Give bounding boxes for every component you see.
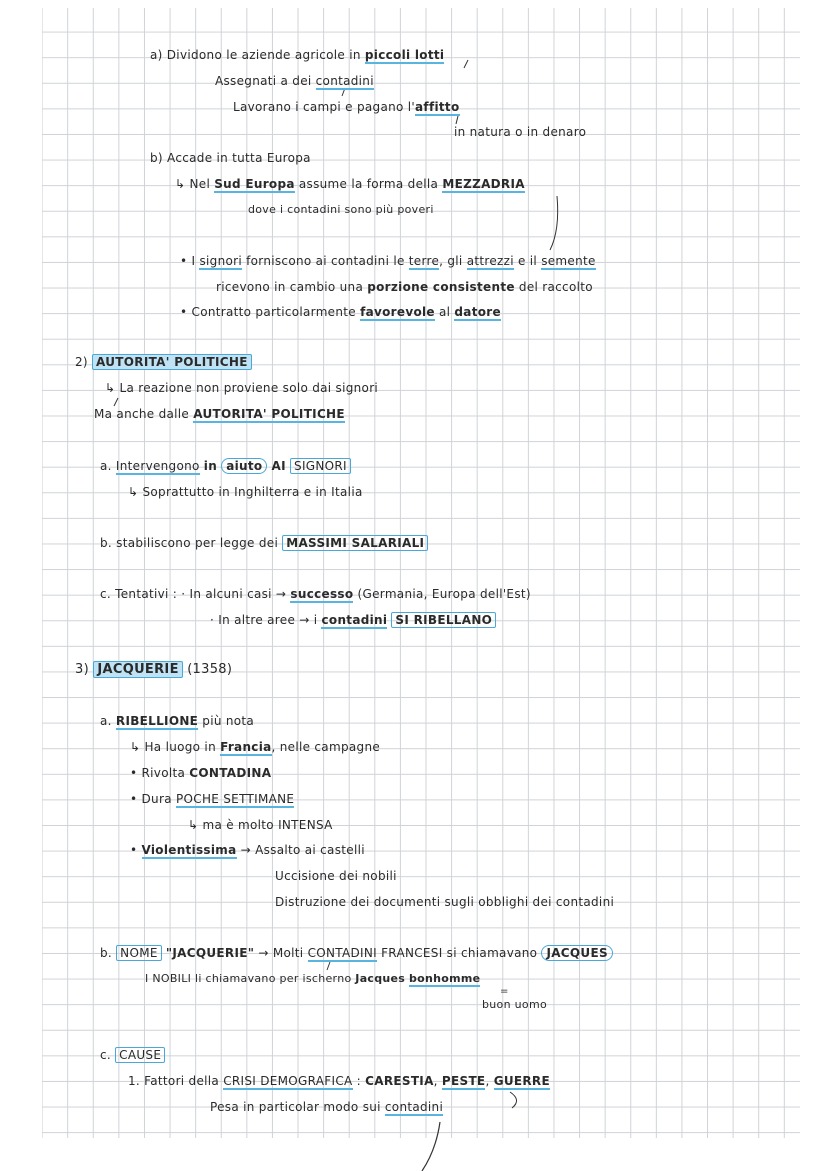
- s3-a-b3-b: → Assalto ai castelli: [240, 843, 365, 857]
- s1-b-sub1-a: Nel: [189, 177, 211, 191]
- s3-b-sub-c: bonhomme: [408, 972, 481, 985]
- s3-b-line: [100, 946, 613, 960]
- s2-l1: La reazione non proviene solo dai signori: [119, 381, 379, 395]
- s2-c1-a: · In alcuni casi →: [181, 587, 287, 601]
- s2-b-line: [100, 536, 428, 550]
- bullet-dot-icon: •: [180, 254, 188, 268]
- s1-bul1-f: attrezzi: [466, 254, 514, 268]
- top-margin: [0, 0, 828, 8]
- left-margin: [0, 0, 42, 1171]
- s3-c1-b: CRISI DEMOGRAFICA: [223, 1074, 353, 1088]
- s1-bul1-g: e il: [517, 254, 538, 268]
- s3-a-label: a.: [100, 714, 112, 728]
- s3-a-b1-b: CONTADINA: [189, 766, 272, 780]
- s3-a-b2-sub-text: ma è molto INTENSA: [202, 818, 333, 832]
- s2-c2-a: · In altre aree → i: [210, 613, 318, 627]
- s3-b-rest2: CONTADINI: [307, 946, 377, 960]
- s1-a-text: Dividono le aziende agricole in: [166, 48, 361, 62]
- s3-a-b2: [130, 792, 294, 806]
- s2-line2: [94, 407, 345, 421]
- s1-b-text: Accade in tutta Europa: [167, 151, 311, 165]
- s1-a-sub3: in natura o in denaro: [454, 125, 587, 139]
- s3-a-b2-sub: [188, 818, 333, 832]
- s2-a-in: in: [203, 459, 218, 473]
- s1-bul1-e: , gli: [439, 254, 463, 268]
- s3-a-b3: [130, 843, 365, 857]
- s1-a-line: [150, 48, 444, 62]
- s3-a-sub1-c: , nelle campagne: [271, 740, 381, 754]
- s3-c1-g: ,: [485, 1074, 490, 1088]
- corner-arrow-icon: ↳: [105, 381, 116, 395]
- s2-a-label: a.: [100, 459, 112, 473]
- s1-a-sub2-a: Lavorano i campi e pagano l': [233, 100, 416, 114]
- s2-l2-a: Ma anche dalle: [94, 407, 190, 421]
- s3-b-buon: buon uomo: [482, 998, 547, 1011]
- s3-a-sub1: [130, 740, 380, 754]
- s3-a-b3-c: Uccisione dei nobili: [275, 869, 397, 883]
- s2-c2-line: [210, 613, 496, 627]
- s3-a-b3-a: Violentissima: [141, 843, 237, 857]
- s2-a-text: Intervengono: [115, 459, 200, 473]
- s1-bul1-a: I: [191, 254, 196, 268]
- s3-a-b2-b: POCHE SETTIMANE: [175, 792, 295, 806]
- s1-bul1-b: signori: [199, 254, 243, 268]
- s3-c1-e: ,: [433, 1074, 438, 1088]
- corner-arrow-icon: ↳: [188, 818, 199, 832]
- s1-bul1-sub-c: del raccolto: [518, 280, 593, 294]
- s1-a-sub1-a: Assegnati a dei: [215, 74, 312, 88]
- s2-b-label: b.: [100, 536, 113, 550]
- arrow-contadini-fr: [327, 962, 330, 970]
- s1-bul1-h: semente: [541, 254, 596, 268]
- arrow-autorita: [114, 398, 118, 406]
- s2-c2-b: contadini: [321, 613, 388, 627]
- s2-heading: [75, 355, 252, 369]
- s1-a-sub2-b: affitto: [415, 100, 460, 114]
- s2-c-text: Tentativi :: [115, 587, 178, 601]
- s3-a-b1: [130, 766, 271, 780]
- s3-b-rest1: → Molti: [258, 946, 304, 960]
- s3-title: JACQUERIE: [93, 661, 182, 678]
- s2-a-sub-text: Soprattutto in Inghilterra e in Italia: [142, 485, 363, 499]
- s3-b-eq: =: [500, 986, 509, 997]
- arrow-mezzadria: [550, 196, 558, 250]
- s1-b-label: b): [150, 151, 163, 165]
- s3-b-sub-a: I NOBILI li chiamavano per ischerno: [145, 972, 352, 985]
- s1-b-sub1-b: Sud Europa: [214, 177, 295, 191]
- s1-bul2-d: datore: [454, 305, 501, 319]
- s3-c1-h: GUERRE: [493, 1074, 550, 1088]
- s1-b-sub1-d: MEZZADRIA: [442, 177, 525, 191]
- s1-a-sub2: [233, 100, 460, 114]
- s1-bul1-sub-b: porzione consistente: [367, 280, 515, 294]
- s1-bul1-sub-a: ricevono in cambio una: [216, 280, 364, 294]
- s3-a-rest: più nota: [202, 714, 255, 728]
- s2-a-ai: AI: [271, 459, 286, 473]
- s1-bul2-c: al: [438, 305, 451, 319]
- s2-l2-b: AUTORITA' POLITICHE: [193, 407, 345, 421]
- s3-b-sub-b: Jacques: [355, 972, 406, 985]
- s3-c-cause: CAUSE: [115, 1047, 165, 1063]
- s1-a-sub1: [215, 74, 374, 88]
- s2-c2-c: SI RIBELLANO: [391, 612, 496, 628]
- s3-num: 3): [75, 662, 89, 677]
- s1-b-sub1: [175, 177, 525, 191]
- s2-b-text: stabiliscono per legge dei: [116, 536, 279, 550]
- arrow-affitto: [456, 116, 458, 124]
- s2-line1: [105, 381, 378, 395]
- s2-b-box: MASSIMI SALARIALI: [282, 535, 428, 551]
- s2-a-aiuto: aiuto: [221, 458, 267, 474]
- s3-a-b1-a: Rivolta: [141, 766, 186, 780]
- corner-arrow-icon: ↳: [128, 485, 139, 499]
- s3-c1-d: CARESTIA: [365, 1074, 434, 1088]
- s3-c1-a: 1. Fattori della: [128, 1074, 220, 1088]
- s3-c1-sub-a: Pesa in particolar modo sui: [210, 1100, 381, 1114]
- s1-bullet2: [180, 305, 501, 319]
- s3-c-label: c.: [100, 1048, 112, 1062]
- s2-a-line: [100, 459, 351, 473]
- s1-a-sub1-b: contadini: [315, 74, 374, 88]
- s1-b-sub2: dove i contadini sono più poveri: [248, 203, 434, 216]
- s3-b-jacques: JACQUES: [541, 945, 612, 961]
- s1-b-line: [150, 151, 311, 165]
- s3-a-title: RIBELLIONE: [115, 714, 199, 728]
- s3-a-sub1-a: Ha luogo in: [144, 740, 216, 754]
- s2-num: 2): [75, 355, 88, 369]
- s1-a-label: a): [150, 48, 163, 62]
- bottom-margin: [0, 1138, 828, 1171]
- s1-bullet1-sub: [216, 280, 593, 294]
- s1-bul1-d: terre: [408, 254, 440, 268]
- s2-title: AUTORITA' POLITICHE: [92, 354, 252, 370]
- s3-year: (1358): [187, 662, 233, 677]
- s1-bul2-b: favorevole: [360, 305, 435, 319]
- s2-c1-c: (Germania, Europa dell'Est): [357, 587, 531, 601]
- s3-c1-sub: [210, 1100, 443, 1114]
- bullet-dot-icon: •: [130, 843, 138, 857]
- s3-c-line: [100, 1048, 165, 1062]
- s1-bul1-c: forniscono ai contadini le: [246, 254, 405, 268]
- s1-a-em: piccoli lotti: [364, 48, 445, 62]
- corner-arrow-icon: ↳: [130, 740, 141, 754]
- s2-c-label: c.: [100, 587, 112, 601]
- s1-b-arrow: ↳: [175, 177, 186, 191]
- bullet-dot-icon: •: [130, 766, 138, 780]
- s3-heading: [75, 662, 232, 677]
- s2-c-line: [100, 587, 531, 601]
- s3-c1-line: [128, 1074, 550, 1088]
- s2-c1-b: successo: [290, 587, 354, 601]
- s3-b-sub: [145, 972, 480, 985]
- s3-a-line: [100, 714, 254, 728]
- s3-b-q: "JACQUERIE": [165, 946, 255, 960]
- s3-a-b2-a: Dura: [141, 792, 172, 806]
- s2-a-signori: SIGNORI: [290, 458, 351, 474]
- s2-a-sub: [128, 485, 363, 499]
- right-margin: [800, 0, 828, 1171]
- bullet-dot-icon: •: [130, 792, 138, 806]
- bullet-dot-icon: •: [180, 305, 188, 319]
- s3-b-rest3: FRANCESI si chiamavano: [381, 946, 538, 960]
- s3-c1-sub-b: contadini: [384, 1100, 444, 1114]
- s1-b-sub1-c: assume la forma della: [298, 177, 439, 191]
- arrow-lotti: [464, 60, 468, 68]
- s3-b-label: b.: [100, 946, 113, 960]
- s3-c1-c: :: [356, 1074, 362, 1088]
- arrow-contadini-down: [510, 1092, 517, 1108]
- s3-a-b3-d: Distruzione dei documenti sugli obblighi dei contadini: [275, 895, 615, 909]
- s3-b-nome: NOME: [116, 945, 162, 961]
- s3-a-sub1-b: Francia: [220, 740, 272, 754]
- s1-bullet1: [180, 254, 596, 268]
- s3-c1-f: PESTE: [441, 1074, 486, 1088]
- s1-bul2-a: Contratto particolarmente: [191, 305, 356, 319]
